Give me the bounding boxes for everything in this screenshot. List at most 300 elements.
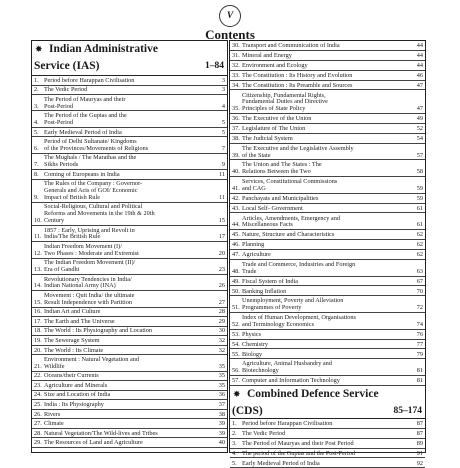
entry-title-line: Mineral and Energy	[242, 51, 292, 59]
entry-page: 47	[416, 81, 423, 89]
entry-title-line: Agriculture	[242, 251, 271, 259]
entry-number: 39.	[232, 151, 240, 159]
entry-title	[44, 181, 208, 201]
entry-title-line: The Executive and the Legislative Assembly	[242, 144, 354, 152]
entry-page: 15	[218, 217, 225, 225]
toc-entry	[230, 204, 425, 214]
entry-page: 61	[416, 204, 423, 212]
entry-title	[44, 431, 208, 438]
entry-title-line: Index of Human Development, Organisations	[242, 314, 356, 322]
entry-title	[44, 328, 208, 335]
entry-title-line: The Sewerage System	[44, 336, 100, 344]
page-number-badge	[219, 5, 241, 27]
toc-entry	[230, 144, 425, 161]
entry-number: 40.	[232, 168, 240, 176]
entry-page: 44	[416, 42, 423, 50]
entry-number: 50.	[232, 287, 240, 295]
entry-title	[242, 252, 406, 259]
entry-title-line: and CAG	[242, 184, 266, 192]
entry-number: 16.	[34, 308, 42, 316]
entry-page: 87	[416, 429, 423, 437]
toc-list-right-cds	[230, 419, 425, 468]
entry-number: 47.	[232, 251, 240, 259]
toc-entry	[32, 226, 227, 242]
entry-title	[44, 172, 208, 179]
entry-title-line: Citizenship, Fundamental Rights,	[242, 91, 326, 99]
entry-page: 70	[416, 287, 423, 295]
entry-number: 13.	[34, 266, 42, 274]
entry-page: 63	[416, 267, 423, 275]
entry-title-line: Period of Delhi Sultanate/ Kingdoms	[44, 138, 137, 146]
entry-page: 28	[218, 308, 225, 316]
toc-entry	[32, 180, 227, 203]
toc-entry	[230, 41, 425, 51]
toc-entry	[32, 336, 227, 346]
entry-number: 29.	[34, 439, 42, 447]
entry-number: 37.	[232, 124, 240, 132]
entry-page: 11	[218, 193, 225, 201]
section-title: Indian Administrative	[49, 43, 158, 55]
entry-page: 81	[416, 377, 423, 385]
entry-number: 24.	[34, 391, 42, 399]
entry-title	[44, 293, 208, 307]
entry-title	[242, 451, 406, 458]
entry-title	[242, 146, 406, 160]
toc-entry	[230, 114, 425, 124]
entry-number: 2.	[34, 86, 39, 94]
entry-title-line: Natural Vegetation/The Wild-lives and Tribes	[44, 429, 158, 437]
entry-number: 4.	[232, 449, 237, 457]
entry-title-line: Fiscal System of India	[242, 277, 299, 285]
toc-entry	[32, 419, 227, 429]
entry-title	[242, 461, 406, 468]
entry-page: 7	[221, 144, 225, 152]
entry-page: 39	[218, 420, 225, 428]
toc-entry	[230, 124, 425, 134]
entry-page: 23	[218, 266, 225, 274]
toc-entry	[230, 296, 425, 313]
entry-page: 47	[416, 105, 423, 113]
toc-entry	[32, 259, 227, 275]
entry-number: 45.	[232, 231, 240, 239]
toc-entry	[32, 372, 227, 382]
entry-title	[44, 357, 208, 371]
entry-number: 1.	[232, 420, 237, 428]
entry-title	[44, 319, 208, 326]
toc-entry	[230, 376, 425, 386]
toc-entry	[32, 76, 227, 86]
entry-number: 32.	[232, 61, 240, 69]
entry-title	[242, 315, 406, 329]
entry-title	[44, 309, 208, 316]
contents-column-right	[229, 40, 426, 467]
entry-page: 35	[218, 362, 225, 370]
entry-page: 59	[416, 194, 423, 202]
entry-page: 40	[218, 439, 225, 447]
entry-title-line: The Resources of Land and Agriculture	[44, 439, 143, 447]
toc-entry	[32, 391, 227, 401]
entry-title	[44, 87, 208, 94]
entry-title	[44, 338, 208, 345]
toc-entry	[230, 313, 425, 330]
entry-title-line: Indian Freedom Movement (I)/	[44, 242, 122, 250]
entry-title-line: Environment : Natural Vegetation and	[44, 356, 139, 364]
toc-entry	[230, 81, 425, 91]
entry-page: 35	[218, 381, 225, 389]
toc-entry	[230, 286, 425, 296]
toc-entry	[230, 419, 425, 429]
toc-entry	[32, 327, 227, 337]
entry-title-line: The Constitution : Its History and Evolution	[242, 71, 353, 79]
toc-entry	[230, 240, 425, 250]
entry-number: 31.	[232, 51, 240, 59]
entry-page: 57	[416, 151, 423, 159]
entry-number: 14.	[34, 282, 42, 290]
entry-page: 35	[218, 372, 225, 380]
entry-page: 27	[218, 298, 225, 306]
entry-page: 5	[221, 118, 225, 126]
entry-title-line: Impact of British Rule	[44, 193, 101, 201]
entry-title	[242, 73, 406, 80]
entry-title	[242, 361, 406, 375]
entry-title	[242, 279, 406, 286]
entry-page: 49	[416, 115, 423, 123]
entry-title-line: Indian Art and Culture	[44, 308, 101, 316]
toc-entry	[230, 429, 425, 439]
entry-page: 11	[218, 170, 225, 178]
entry-title-line: of the Provinces/Movements of Religions	[44, 144, 149, 152]
entry-title-line: The Union and The States : The	[242, 161, 322, 169]
entry-number: 35.	[232, 105, 240, 113]
entry-number: 2.	[232, 429, 237, 437]
entry-number: 51.	[232, 304, 240, 312]
entry-page: 81	[416, 367, 423, 375]
entry-number: 7.	[34, 161, 39, 169]
entry-number: 4.	[34, 118, 39, 126]
entry-title-line: Programmes of Poverty	[242, 304, 302, 312]
toc-entry	[32, 128, 227, 138]
entry-title-line: Century	[44, 217, 65, 225]
entry-page: 5	[221, 128, 225, 136]
entry-number: 28.	[34, 429, 42, 437]
toc-entry	[230, 439, 425, 449]
entry-number: 10.	[34, 217, 42, 225]
entry-title-line: Climate	[44, 420, 64, 428]
entry-page: 3	[221, 86, 225, 94]
entry-title	[44, 113, 208, 127]
entry-title-line: Panchayats and Municipalities	[242, 194, 319, 202]
entry-title-line: Banking Inflation	[242, 287, 287, 295]
toc-entry	[32, 170, 227, 180]
toc-entry	[32, 381, 227, 391]
entry-title-line: Articles, Amendments, Emergency and	[242, 214, 340, 222]
entry-page: 74	[416, 320, 423, 328]
entry-title	[44, 402, 208, 409]
entry-title-line: Post-Period	[44, 102, 74, 110]
entry-title	[242, 289, 406, 296]
entry-title-line: Chemistry	[242, 340, 269, 348]
entry-title	[242, 342, 406, 349]
entry-page: 9	[221, 161, 225, 169]
entry-title-line: Computer and Information Technology	[242, 377, 340, 385]
toc-entry	[230, 51, 425, 61]
entry-number: 20.	[34, 346, 42, 354]
toc-entry	[32, 111, 227, 127]
entry-title-line: Biology	[242, 350, 263, 358]
entry-title	[242, 242, 406, 249]
entry-page: 20	[218, 249, 225, 257]
toc-entry	[230, 458, 425, 468]
entry-number: 57.	[232, 377, 240, 385]
entry-title-line: The Constitution : Its Preamble and Sources	[242, 81, 353, 89]
entry-number: 46.	[232, 241, 240, 249]
entry-title-line: Trade	[242, 267, 257, 275]
toc-entry	[230, 449, 425, 459]
entry-title-line: of the State	[242, 151, 271, 159]
entry-title	[44, 78, 208, 85]
entry-page: 76	[416, 330, 423, 338]
entry-title-line: Generals and Acts of GOI/ Economic	[44, 187, 138, 195]
entry-number: 49.	[232, 277, 240, 285]
entry-page: 87	[416, 420, 423, 428]
entry-title-line: The Indian Freedom Movement (II)/	[44, 259, 136, 267]
entry-title-line: Sikhs Periods	[44, 161, 79, 169]
entry-title-line: Era of Gandhi	[44, 266, 80, 274]
entry-number: 3.	[34, 102, 39, 110]
entry-title	[44, 204, 208, 224]
toc-entry	[230, 260, 425, 277]
entry-title	[44, 260, 208, 274]
entry-number: 18.	[34, 327, 42, 335]
entry-title	[242, 298, 406, 312]
entry-title-line: Reforms and Movements in the 19th & 20th	[44, 210, 155, 218]
toc-entry	[230, 90, 425, 114]
entry-title	[44, 155, 208, 169]
entry-title	[44, 383, 208, 390]
entry-title-line: The Judicial System	[242, 134, 293, 142]
entry-number: 5.	[34, 128, 39, 136]
toc-entry	[32, 355, 227, 371]
entry-page: 62	[416, 231, 423, 239]
entry-title	[242, 232, 406, 239]
toc-entry	[32, 154, 227, 170]
entry-number: 27.	[34, 420, 42, 428]
entry-number: 19.	[34, 336, 42, 344]
entry-title-line: Revolutionary Tendencies in India/	[44, 275, 132, 283]
entry-title	[44, 244, 208, 258]
entry-title-line: Period before Harappan Civilisation	[44, 76, 135, 84]
entry-number: 55.	[232, 350, 240, 358]
toc-entry	[230, 330, 425, 340]
entry-page: 72	[416, 304, 423, 312]
section-page-range: 1–84	[205, 61, 224, 71]
entry-number: 56.	[232, 367, 240, 375]
entry-title-line: The Earth and The Universe	[44, 317, 115, 325]
section-header-cds	[230, 386, 425, 419]
bullet-icon: ✸	[35, 44, 43, 54]
entry-title-line: Planning	[242, 241, 265, 249]
entry-title-line: Indian National Army (INA)	[44, 282, 116, 290]
entry-title-line: Two Phases : Moderate and Extremist	[44, 249, 139, 257]
entry-title-line: Coming of Europeans in India	[44, 170, 120, 178]
entry-title-line: Wildlife	[44, 362, 65, 370]
entry-page: 91	[416, 449, 423, 457]
entry-page: 61	[416, 221, 423, 229]
toc-entry	[32, 438, 227, 448]
toc-entry	[32, 291, 227, 307]
entry-title-line: Agriculture and Minerals	[44, 381, 108, 389]
entry-page: 62	[416, 251, 423, 259]
entry-title	[242, 43, 406, 50]
entry-title-line: The Period of the Guptas and the	[44, 112, 127, 120]
toc-entry	[32, 203, 227, 226]
entry-title-line: Nature, Structure and Characteristics	[242, 231, 335, 239]
toc-entry	[32, 400, 227, 410]
entry-title-line: The Vedic Period	[242, 429, 286, 437]
entry-page: 92	[416, 459, 423, 467]
entry-title-line: Miscellaneous Facts	[242, 221, 293, 229]
entry-page: 32	[218, 346, 225, 354]
entry-title-line: Post-Period	[44, 118, 74, 126]
entry-title-line: Size and Location of India	[44, 391, 111, 399]
entry-number: 48.	[232, 267, 240, 275]
toc-entry	[230, 134, 425, 144]
bullet-icon: ✸	[233, 388, 241, 399]
entry-title-line: The World : Its Physiography and Location	[44, 327, 153, 335]
entry-number: 38.	[232, 134, 240, 142]
entry-number: 43.	[232, 204, 240, 212]
entry-title-line: India/The British Rule	[44, 233, 101, 241]
entry-title	[242, 116, 406, 123]
section-title-line2: (CDS)	[232, 404, 263, 417]
entry-title	[44, 277, 208, 291]
section-title: Combined Defence Service	[247, 387, 379, 400]
contents-column-left	[31, 40, 228, 453]
entry-title-line: Legislature of The Union	[242, 124, 306, 132]
entry-title-line: Agriculture, Animal Husbandry and	[242, 360, 332, 368]
entry-title-line: The World : Its Climate	[44, 346, 104, 354]
entry-page: 17	[218, 233, 225, 241]
toc-entry	[230, 160, 425, 177]
entry-title	[242, 136, 406, 143]
toc-entry	[230, 177, 425, 194]
entry-title	[44, 421, 208, 428]
entry-title	[44, 228, 208, 242]
entry-title-line: Environment and Ecology	[242, 61, 308, 69]
entry-page: 77	[416, 340, 423, 348]
entry-page: 79	[416, 350, 423, 358]
entry-number: 44.	[232, 221, 240, 229]
entry-title-line: Period before Harappan Civilisation	[242, 420, 333, 428]
entry-title	[242, 421, 406, 428]
entry-page: 62	[416, 241, 423, 249]
entry-number: 17.	[34, 317, 42, 325]
entry-number: 5.	[232, 459, 237, 467]
entry-page: 59	[416, 184, 423, 192]
toc-list-right	[230, 41, 425, 386]
entry-title-line: Early Medieval Period of India	[44, 128, 122, 136]
entry-title-line: Fundamental Duties and Directive	[242, 98, 328, 106]
entry-title	[242, 126, 406, 133]
toc-entry	[230, 250, 425, 260]
entry-number: 26.	[34, 410, 42, 418]
entry-number: 21.	[34, 362, 42, 370]
toc-entry	[230, 71, 425, 81]
toc-entry	[230, 340, 425, 350]
toc-entry	[32, 95, 227, 111]
entry-number: 1.	[34, 76, 39, 84]
entry-number: 11.	[34, 233, 42, 241]
toc-entry	[32, 317, 227, 327]
entry-number: 30.	[232, 42, 240, 50]
entry-number: 34.	[232, 81, 240, 89]
toc-list-left	[32, 76, 227, 448]
entry-title	[242, 352, 406, 359]
entry-title-line: The Vedic Period	[44, 86, 88, 94]
entry-page: 4	[221, 102, 225, 110]
entry-page: 54	[416, 134, 423, 142]
entry-page: 30	[218, 327, 225, 335]
entry-page: 3	[221, 76, 225, 84]
entry-title-line: Rivers	[44, 410, 61, 418]
entry-page: 67	[416, 277, 423, 285]
entry-title	[242, 196, 406, 203]
entry-title	[242, 179, 406, 193]
entry-title	[242, 378, 406, 385]
page-number: V	[226, 11, 234, 21]
entry-title-line: Local Self- Government	[242, 204, 303, 212]
entry-number: 23.	[34, 381, 42, 389]
entry-number: 8.	[34, 170, 39, 178]
toc-entry	[230, 213, 425, 230]
entry-title-line: Oceans/their Currents	[44, 372, 99, 380]
entry-title	[44, 97, 208, 111]
toc-entry	[32, 346, 227, 356]
entry-title-line: Social-Religious, Cultural and Political	[44, 203, 143, 211]
section-header-ias	[32, 41, 227, 76]
toc-entry	[32, 86, 227, 96]
entry-title	[44, 440, 208, 447]
entry-number: 36.	[232, 115, 240, 123]
entry-title	[242, 53, 406, 60]
entry-title-line: Unemployment, Poverty and Alleviation	[242, 297, 344, 305]
entry-title	[242, 83, 406, 90]
entry-title	[242, 431, 406, 438]
entry-title	[242, 162, 406, 176]
entry-title-line: The Period of Mauryas and their	[44, 95, 126, 103]
section-title-line2: Service (IAS)	[34, 60, 100, 72]
entry-title-line: 1857 : Early, Uprising and Revolt in	[44, 226, 135, 234]
toc-entry	[230, 61, 425, 71]
entry-title-line: Principles of State Policy	[242, 105, 306, 113]
section-page-range: 85–174	[393, 405, 422, 416]
entry-page: 46	[416, 71, 423, 79]
page-title: Contents	[205, 27, 255, 42]
entry-number: 9.	[34, 193, 39, 201]
entry-page: 36	[218, 391, 225, 399]
entry-title	[44, 348, 208, 355]
toc-entry	[32, 137, 227, 153]
entry-number: 41.	[232, 184, 240, 192]
entry-page: 44	[416, 51, 423, 59]
toc-entry	[32, 275, 227, 291]
toc-entry	[32, 410, 227, 420]
entry-number: 15.	[34, 298, 42, 306]
entry-title	[242, 216, 406, 230]
entry-number: 3.	[232, 439, 237, 447]
entry-number: 53.	[232, 330, 240, 338]
entry-title	[242, 262, 406, 276]
